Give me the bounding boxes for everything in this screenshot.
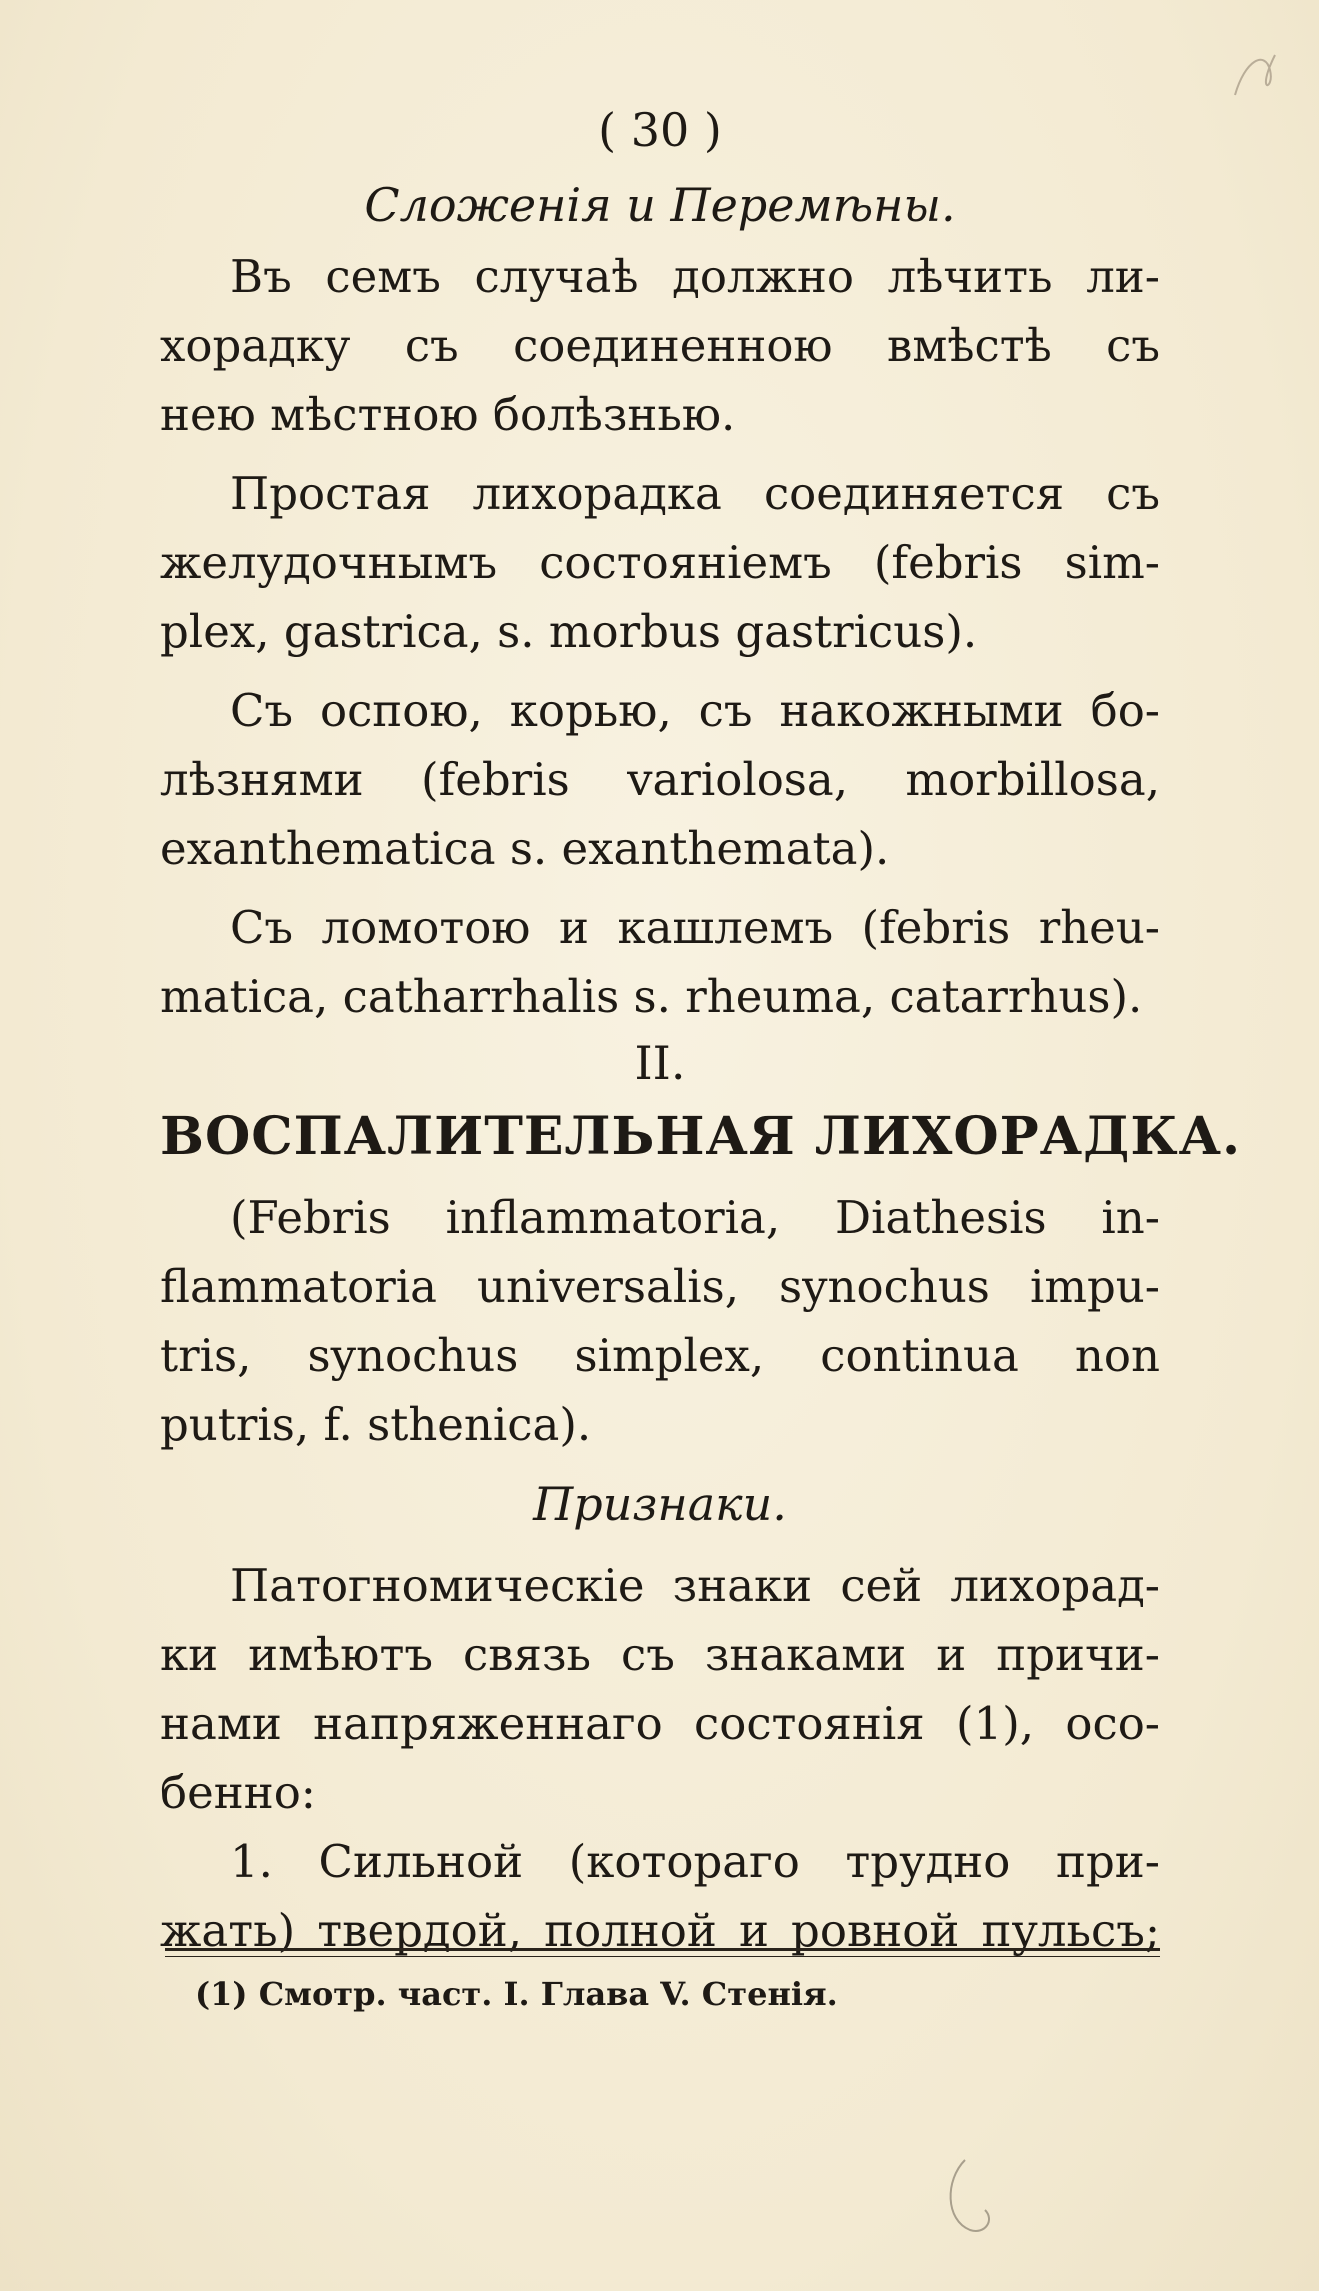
pencil-scribble-mark [1225,40,1285,110]
text-line: exanthematica s. exanthemata). [160,822,890,875]
text-line: Патогномическіе знаки сей лихорад- [230,1559,1160,1612]
text-line: Съ ломотою и кашлемъ (febris rheu- [230,901,1160,954]
text-line: tris, synochus simplex, continua non [160,1329,1160,1382]
text-line: нею мѣстною болѣзнью. [160,388,736,441]
paragraph-4 [160,893,1160,1031]
text-line: Съ оспою, корью, съ накожными бо- [230,684,1160,737]
text-line: Простая лихорадка соединяется съ [230,467,1160,520]
section-numeral: II. [634,1036,686,1090]
text-line: хорадку съ соединенною вмѣстѣ съ [160,319,1160,372]
text-line: лѣзнями (febris variolosa, morbillosa, [160,753,1160,806]
subheading-signs: Признаки. [533,1477,787,1531]
paragraph-2 [160,459,1160,666]
text-column [160,100,1242,1965]
pencil-scribble-mark-bottom [935,2150,1005,2240]
paragraph-6 [160,1551,1160,1827]
footnote-rule-thin [165,1956,1160,1957]
paragraph-3 [160,676,1160,883]
paragraph-5 [160,1183,1160,1459]
footnote-rule [165,1948,1160,1951]
paragraph-7 [160,1827,1160,1965]
text-line: (Febris inflammatoria, Diathesis in- [230,1191,1160,1244]
text-line: бенно: [160,1766,316,1819]
text-line: matica, catharrhalis s. rheuma, catarrhus). [160,970,1143,1023]
text-line: plex, gastrica, s. morbus gastricus). [160,605,978,658]
page-number: ( 30 ) [598,103,722,157]
text-line: Въ семъ случаѣ должно лѣчить ли- [230,250,1160,303]
text-line: flammatoria universalis, synochus impu- [160,1260,1160,1313]
footnote: (1) Смотр. част. I. Глава V. Стенія. [195,1975,838,2013]
text-line: putris, f. sthenica). [160,1398,592,1451]
paragraph-1 [160,242,1160,449]
text-line: жать) твердой, полной и ровной пульсъ; [160,1904,1160,1957]
section-title: ВОСПАЛИТЕЛЬНАЯ ЛИХОРАДКА. [160,1106,1242,1167]
text-line: ки имѣютъ связь съ знаками и причи- [160,1628,1160,1681]
text-line: 1. Сильной (котораго трудно при- [230,1835,1160,1888]
text-line: желудочнымъ состояніемъ (febris sim- [160,536,1160,589]
text-line: нами напряженнаго состоянія (1), осо- [160,1697,1160,1750]
subheading-complications: Сложенія и Перемѣны. [364,178,956,232]
